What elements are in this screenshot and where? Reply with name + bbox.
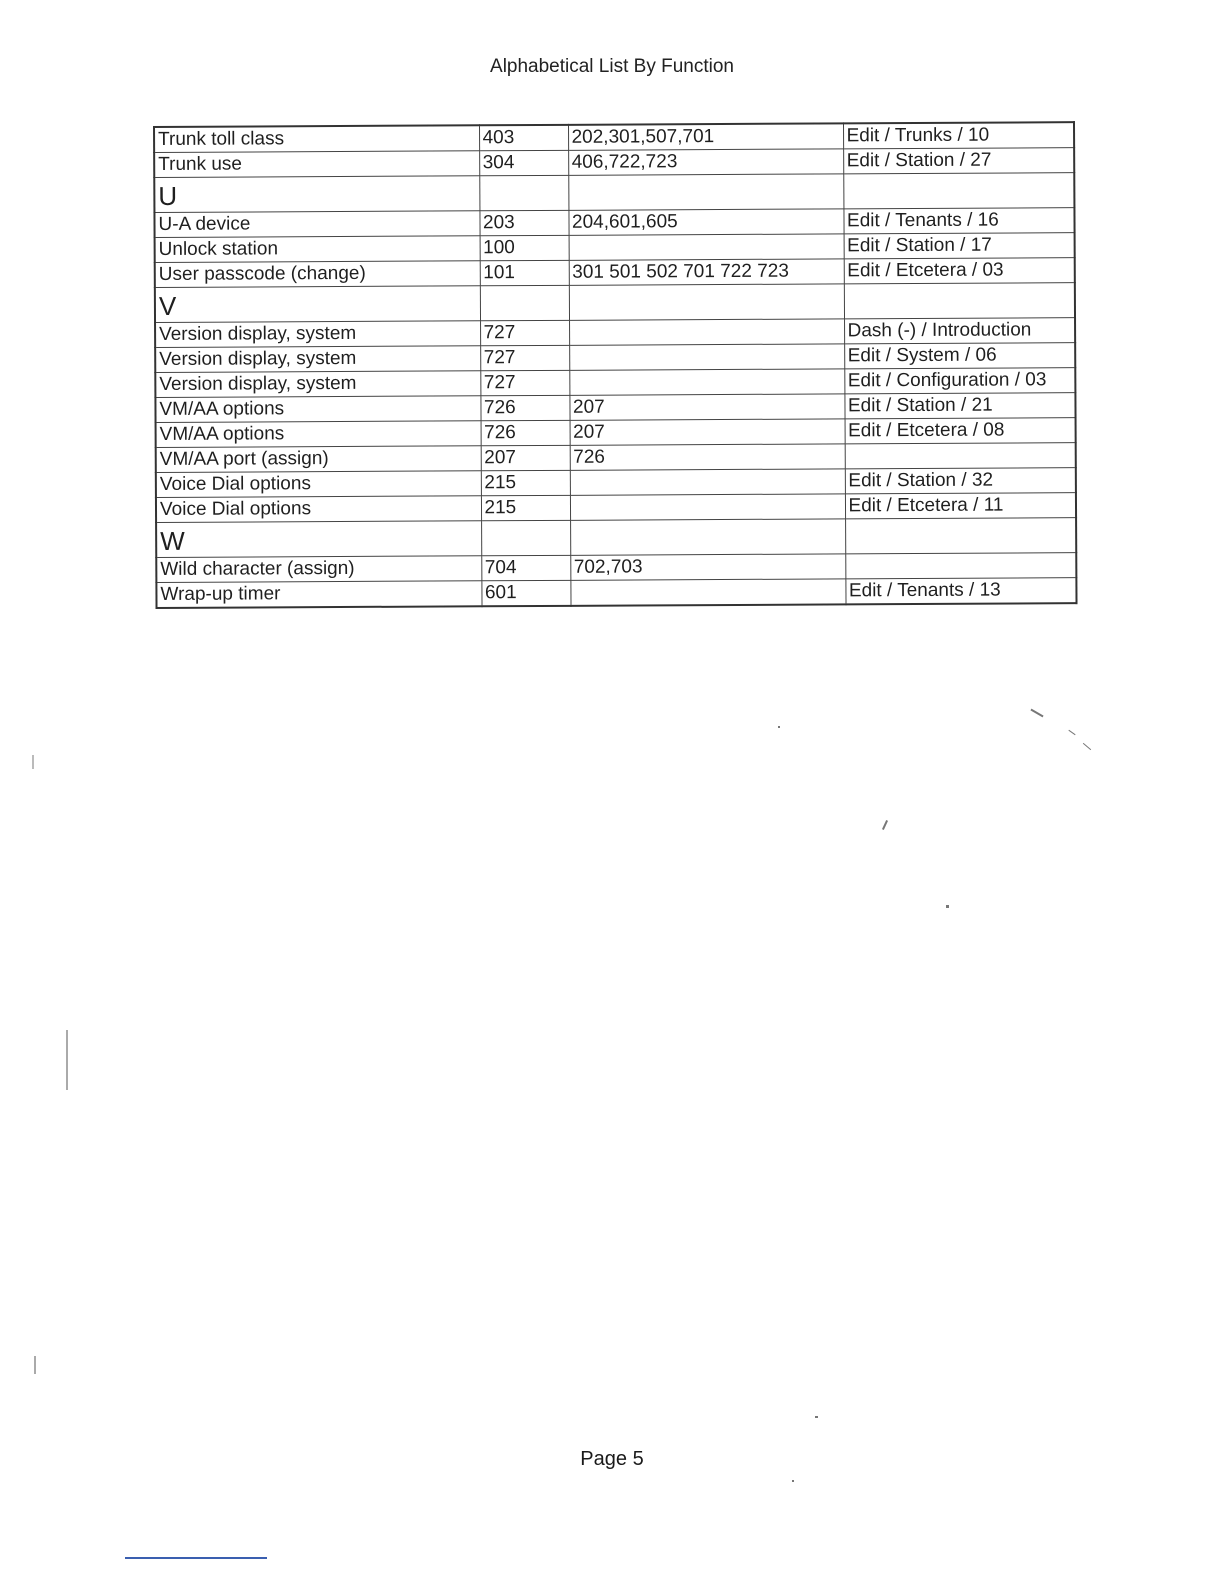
code-cell: 207 [481, 445, 570, 470]
section-letter-row [154, 173, 1074, 213]
section-letter: U [154, 176, 479, 213]
code-cell: 203 [479, 210, 568, 235]
reference-cell: Edit / Configuration / 03 [844, 368, 1075, 394]
scan-speck [1068, 730, 1075, 735]
function-cell: Version display, system [155, 321, 480, 348]
related-cell [570, 579, 845, 606]
function-cell: Wrap-up timer [156, 581, 481, 608]
reference-cell: Edit / Station / 32 [845, 468, 1076, 494]
code-cell: 726 [480, 395, 569, 420]
reference-cell: Edit / Trunks / 10 [843, 122, 1074, 149]
code-cell [479, 175, 568, 210]
reference-cell: Edit / Station / 17 [844, 233, 1075, 259]
function-cell: User passcode (change) [155, 261, 480, 288]
bottom-rule [125, 1557, 267, 1559]
reference-cell: Edit / Station / 21 [844, 393, 1075, 419]
function-cell: Wild character (assign) [156, 556, 481, 583]
page-title: Alphabetical List By Function [490, 56, 734, 77]
section-letter-row [156, 518, 1076, 558]
code-cell: 215 [481, 495, 570, 520]
scan-speck [815, 1416, 818, 1418]
related-cell: 702,703 [570, 554, 845, 580]
code-cell [480, 285, 569, 320]
related-cell [570, 519, 845, 555]
function-cell: Trunk toll class [154, 125, 479, 152]
code-cell: 100 [480, 235, 569, 260]
scan-speck [778, 726, 780, 728]
reference-cell: Edit / Etcetera / 11 [845, 493, 1076, 519]
related-cell: 207 [569, 394, 844, 420]
reference-cell [845, 518, 1076, 554]
related-cell [569, 284, 844, 320]
function-cell: VM/AA options [155, 396, 480, 423]
code-cell: 101 [480, 260, 569, 285]
related-cell [569, 344, 844, 370]
code-cell: 726 [481, 420, 570, 445]
related-cell [570, 494, 845, 520]
reference-cell [845, 553, 1076, 579]
code-cell: 304 [479, 150, 568, 175]
related-cell [568, 174, 843, 210]
function-cell: Version display, system [155, 371, 480, 398]
code-cell: 727 [480, 320, 569, 345]
scan-speck [66, 1030, 68, 1090]
function-index-table [153, 121, 1078, 609]
code-cell: 704 [481, 555, 570, 580]
function-cell: Trunk use [154, 151, 479, 178]
scan-speck [32, 755, 34, 769]
function-cell: VM/AA port (assign) [156, 446, 481, 473]
related-cell: 726 [570, 444, 845, 470]
related-cell [569, 369, 844, 395]
related-cell: 207 [570, 419, 845, 445]
function-cell: Version display, system [155, 346, 480, 373]
related-cell: 406,722,723 [568, 149, 843, 175]
function-index-body [154, 122, 1077, 608]
function-cell: U-A device [154, 211, 479, 238]
reference-cell [844, 283, 1075, 319]
table-row [156, 578, 1076, 608]
related-cell [569, 234, 844, 260]
scan-speck [792, 1480, 794, 1482]
related-cell: 301 501 502 701 722 723 [569, 259, 844, 285]
function-cell: Voice Dial options [156, 471, 481, 498]
reference-cell: Edit / Etcetera / 08 [845, 418, 1076, 444]
related-cell [569, 319, 844, 345]
section-letter: V [155, 286, 480, 323]
related-cell: 202,301,507,701 [568, 123, 843, 150]
scan-speck [1083, 743, 1091, 750]
page-number: Page 5 [580, 1448, 644, 1470]
related-cell: 204,601,605 [568, 209, 843, 235]
code-cell: 727 [480, 370, 569, 395]
related-cell [570, 469, 845, 495]
reference-cell [843, 173, 1074, 209]
code-cell: 601 [481, 580, 570, 606]
code-cell: 403 [479, 125, 568, 151]
function-cell: Unlock station [155, 236, 480, 263]
section-letter-row [155, 283, 1075, 323]
reference-cell: Edit / Etcetera / 03 [844, 258, 1075, 284]
scan-speck [1030, 709, 1043, 718]
section-letter: W [156, 521, 481, 558]
code-cell [481, 520, 570, 555]
reference-cell: Dash (-) / Introduction [844, 318, 1075, 344]
scan-speck [882, 820, 888, 830]
scan-speck [34, 1356, 36, 1374]
code-cell: 215 [481, 470, 570, 495]
code-cell: 727 [480, 345, 569, 370]
function-cell: VM/AA options [156, 421, 481, 448]
reference-cell: Edit / Tenants / 16 [843, 208, 1074, 234]
reference-cell: Edit / Tenants / 13 [845, 578, 1076, 605]
reference-cell: Edit / System / 06 [844, 343, 1075, 369]
reference-cell: Edit / Station / 27 [843, 148, 1074, 174]
reference-cell [845, 443, 1076, 469]
scan-speck [946, 905, 949, 908]
function-cell: Voice Dial options [156, 496, 481, 523]
